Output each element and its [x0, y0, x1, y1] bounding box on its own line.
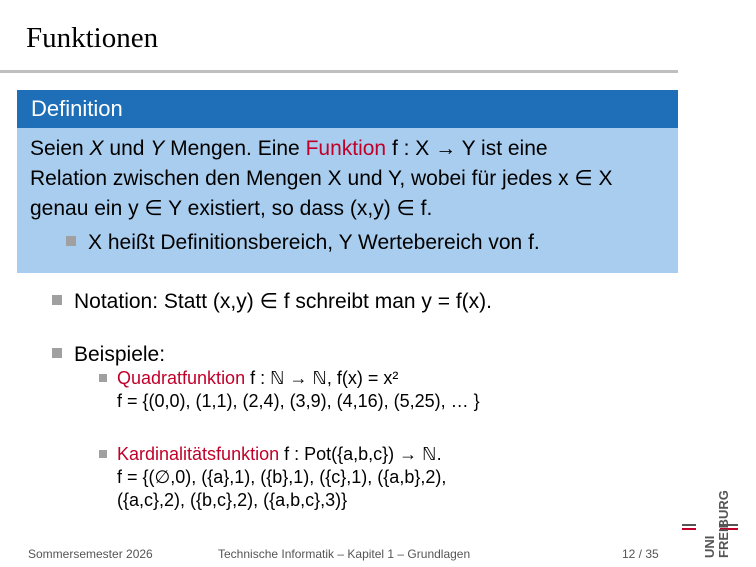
examples-item: [52, 341, 165, 369]
notation-text: Notation: Statt (x,y) ∈ f schreibt man y = f(x).: [74, 290, 493, 313]
definition-heading: Definition: [17, 90, 678, 128]
definition-block: [17, 90, 678, 273]
bullet-square-icon: [99, 450, 107, 458]
term-funktion: Funktion: [305, 137, 387, 160]
definition-text: und: [103, 137, 151, 160]
definition-text: Mengen. Eine: [164, 137, 306, 160]
notation-item: [52, 288, 492, 316]
example-quadratfunktion: [99, 367, 480, 413]
example1-signature: f : ℕ → ℕ, f(x) = x²: [245, 368, 399, 388]
bullet-square-icon: [99, 374, 107, 382]
term-quadratfunktion: Quadratfunktion: [117, 368, 246, 388]
example2-signature: f : Pot({a,b,c}) → ℕ.: [279, 444, 442, 464]
definition-text: f : X → Y ist eine: [386, 137, 548, 160]
definition-bullet-text: X heißt Definitionsbereich, Y Wertebereich von f.: [88, 231, 540, 254]
bullet-square-icon: [52, 348, 62, 358]
examples-label: Beispiele:: [74, 343, 166, 366]
logo-text-freiburg: FREIBURG: [716, 490, 731, 558]
footer-semester: Sommersemester 2026: [28, 547, 153, 561]
page-title: Funktionen: [26, 22, 159, 54]
example-kardinalitaetsfunktion: [99, 443, 446, 512]
definition-text: Seien: [30, 137, 90, 160]
footer-course: Technische Informatik – Kapitel 1 – Grundlagen: [218, 547, 471, 561]
definition-line-1: [30, 134, 666, 164]
bullet-square-icon: [52, 295, 62, 305]
example2-definition-line-1: f = {(∅,0), ({a},1), ({b},1), ({c},1), ({a,b},2),: [117, 467, 447, 487]
logo-text-uni: UNI: [702, 535, 717, 558]
definition-var-x: X: [89, 137, 104, 160]
footer-page-number: 12 / 35: [622, 547, 659, 561]
definition-body: [17, 128, 678, 258]
example1-definition: f = {(0,0), (1,1), (2,4), (3,9), (4,16), (5,25), … }: [117, 391, 480, 411]
example2-definition-line-2: ({a,c},2), ({b,c},2), ({a,b,c},3)}: [117, 490, 348, 510]
definition-bullet-item: [30, 228, 666, 258]
term-kardinalitaetsfunktion: Kardinalitätsfunktion: [117, 444, 280, 464]
definition-var-y: Y: [150, 137, 165, 160]
university-logo: [680, 480, 740, 560]
definition-line-3: genau ein y ∈ Y existiert, so dass (x,y) ∈ f.: [30, 197, 433, 220]
definition-line-2: Relation zwischen den Mengen X und Y, wobei für jedes x ∈ X: [30, 167, 613, 190]
bullet-square-icon: [66, 236, 76, 246]
title-divider: [0, 70, 678, 73]
